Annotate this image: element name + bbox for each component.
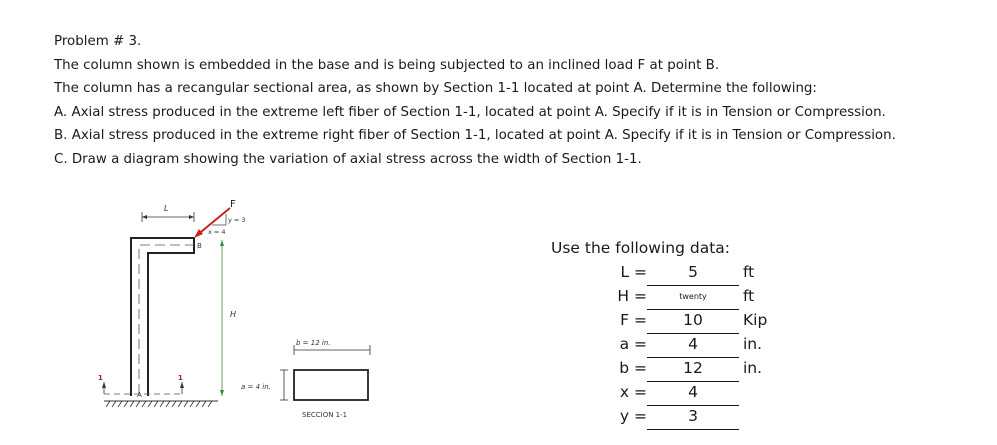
section-marker-left: 1 — [98, 374, 103, 382]
data-row-l — [551, 261, 811, 285]
point-b-label: B — [197, 242, 202, 250]
problem-line-2: The column has a recangular sectional area, as shown by Section 1-1 located at point A. Determine the following: — [54, 81, 817, 96]
var-label: a = — [619, 335, 647, 353]
unit-label: in. — [743, 335, 763, 353]
problem-line-4: B. Axial stress produced in the extreme right fiber of Section 1-1, located at point A. Specify if it is in Tension or Compression. — [54, 128, 896, 143]
data-row-h — [551, 285, 811, 309]
var-label: H = — [617, 287, 647, 305]
slope-y-label: y = 3 — [228, 216, 246, 224]
value-cell: 4 — [647, 381, 739, 406]
problem-line-5: C. Draw a diagram showing the variation of axial stress across the width of Section 1-1. — [54, 151, 642, 167]
column-diagram — [90, 196, 390, 436]
var-label: x = — [619, 383, 647, 401]
data-row-x — [551, 381, 811, 405]
var-label: y = — [619, 407, 647, 425]
problem-title: Problem # 3. — [54, 34, 142, 49]
value-cell: twenty — [647, 285, 739, 310]
data-heading: Use the following data: — [551, 239, 730, 257]
value-cell: 3 — [647, 405, 739, 430]
section-caption: SECCION 1-1 — [302, 411, 348, 419]
data-row-f — [551, 309, 811, 333]
slope-x-label: x = 4 — [208, 228, 226, 236]
unit-label: ft — [743, 287, 755, 305]
data-row-b — [551, 357, 811, 381]
section-marker-right: 1 — [178, 374, 183, 382]
value-cell: 5 — [647, 261, 739, 286]
problem-statement — [54, 30, 974, 171]
value-cell: 4 — [647, 333, 739, 358]
problem-line-1: The column shown is embedded in the base and is being subjected to an inclined load F at point B. — [54, 57, 720, 73]
data-row-y — [551, 405, 811, 429]
var-label: L = — [620, 263, 647, 281]
var-label: b = — [619, 359, 647, 377]
var-label: F = — [620, 311, 647, 329]
unit-label: in. — [743, 359, 763, 377]
value-cell: 10 — [647, 309, 739, 334]
f-label: F — [230, 199, 236, 210]
value-cell: 12 — [647, 357, 739, 382]
b-dimension-label: b = 12 in. — [296, 339, 331, 347]
h-dimension-label: H — [230, 310, 237, 319]
point-a-label: A — [137, 391, 142, 399]
unit-label: ft — [743, 263, 755, 281]
data-table — [551, 238, 811, 438]
section-rectangle — [294, 370, 368, 400]
problem-line-3: A. Axial stress produced in the extreme left fiber of Section 1-1, located at point A. Specify if it is in Tension or Compression. — [54, 104, 886, 120]
column-outline — [131, 238, 194, 396]
data-row-a — [551, 333, 811, 357]
a-dimension-label: a = 4 in. — [241, 383, 271, 391]
unit-label: Kip — [743, 311, 768, 329]
l-dimension-label: L — [164, 204, 169, 213]
